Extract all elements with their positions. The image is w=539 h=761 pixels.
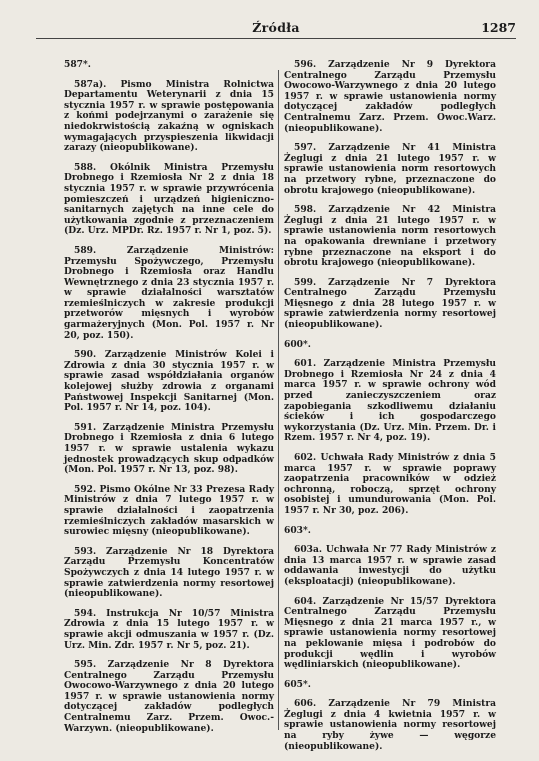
entry-number: 598. [294,204,317,216]
source-entry [284,60,496,134]
source-entry [64,423,274,476]
source-entry [284,545,496,587]
entry-number: 599. [294,276,317,288]
source-entry [284,453,496,517]
entry-text: Zarządzenie Nr 79 Ministra Żeglugi z dnia 4 kwietnia 1957 r. w sprawie ustanowienia normy resortowej na ryby żywe — węgorze (nieopublikowane). [284,698,497,752]
entry-number: 601. [294,358,317,370]
entry-text: Zarządzenie Ministrów: Przemysłu Spożywczego, Przemysłu Drobnego i Rzemiosła oraz Handlu Wewnętrznego z dnia 23 stycznia 1957 r. w sprawie działalności warsztatów rzemieślniczych w zakresie produkcji przetworów mięsnych i wyrobów garmażeryjnych (Mon. Pol. 1957 r. Nr 20, poz. 150). [64,244,275,341]
entry-text: Zarządzenie Nr 9 Dyrektora Centralnego Zarządu Przemysłu Owocowo-Warzywnego z dnia 20 lutego 1957 r. w sprawie ustanowienia normy dotyczącej zakładów podległych Centralnemu Zarz. Przem. Owoc.Warz. (nieopublikowane). [284,59,496,134]
entry-number: 587a). [74,78,107,90]
source-entry [64,547,274,600]
entry-number: 587*. [64,59,91,70]
entry-text: Pismo Ministra Rolnictwa Departamentu Weterynarii z dnia 15 stycznia 1957 r. w sprawie postępowania z końmi podejrzanymi o zarażenie się niedokrwistością zakaźną w ogniskach wymagających przyspieszenia likwidacji zarazy (nieopublikowane). [64,78,274,154]
source-entry [284,680,496,691]
entry-text: Uchwała Rady Ministrów z dnia 5 marca 1957 r. w sprawie poprawy zaopatrzenia pracowników w odzież ochronną, roboczą, sprzęt ochrony osobistej i umundurowania (Mon. Pol. 1957 r. Nr 30, poz. 206). [284,452,496,516]
source-entry [64,80,274,154]
entry-number: 593. [74,545,97,557]
entry-text: Zarządzenie Ministra Przemysłu Drobnego i Rzemiosła z dnia 6 lutego 1957 r. w sprawie ustalenia wykazu jednostek prowadzących skup odpadków (Mon. Pol. 1957 r. Nr 13, poz. 98). [64,421,274,476]
entry-text: Zarządzenie Nr 18 Dyrektora Zarządu Przemysłu Koncentratów Spożywczych z dnia 14 lutego 1957 r. w sprawie zatwierdzenia normy resortowej (nieopublikowane). [64,545,274,600]
entry-number: 590. [74,349,97,361]
entry-number: 600*. [284,338,311,350]
entry-number: 589. [74,244,97,256]
source-entry [64,163,274,237]
entry-text: Zarządzenie Ministrów Kolei i Zdrowia z dnia 30 stycznia 1957 r. w sprawie zasad współdziałania organów kolejowej służby zdrowia z organami Państwowej Inspekcji Sanitarnej (Mon. Pol. 1957 r. Nr 14, poz. 104). [64,349,274,414]
entry-text: Zarządzenie Nr 42 Ministra Żeglugi z dnia 21 lutego 1957 r. w sprawie ustanowienia norm resortowych na opakowania drewniane i przetwory rybne przeznaczone na eksport i do obrotu krajowego (nieopublikowane). [284,204,497,269]
page-number: 1287 [481,20,516,35]
source-entry [64,609,274,651]
entry-number: 597. [294,142,317,154]
source-entry [64,350,274,414]
source-entry [284,340,496,351]
right-column [284,60,496,761]
source-entry [284,143,496,196]
entry-number: 606. [294,698,317,710]
entry-text: Zarządzenie Nr 15/57 Dyrektora Centralnego Zarządu Przemysłu Mięsnego z dnia 21 marca 1957 r., w sprawie ustanowienia normy resortowej na peklowanie mięsa i podrobów do produkcji wędlin i wyrobów wędliniarskich (nieopublikowane). [284,595,496,671]
entry-number: 605*. [284,678,311,690]
entry-text: Zarządzenie Ministra Przemysłu Drobnego i Rzemiosła Nr 24 z dnia 4 marca 1957 r. w sprawie ochrony wód przed zanieczyszczeniem oraz zapobiegania szkodliwemu działaniu ścieków i ich gospodarczego wykorzystania (Dz. Urz. Min. Przem. Dr. i Rzem. 1957 r. Nr 4, poz. 19). [284,358,496,444]
page-title: Źródła [252,20,300,35]
entry-number: 602. [294,452,317,463]
column-divider [278,70,279,730]
entry-text: Instrukcja Nr 10/57 Ministra Zdrowia z dnia 15 lutego 1957 r. w sprawie akcji odmuszania w 1957 r. (Dz. Urz. Min. Zdr. 1957 r. Nr 5, poz. 21). [64,607,274,651]
source-entry [284,526,496,537]
source-entry [284,359,496,444]
entry-text: Zarządzenie Nr 8 Dyrektora Centralnego Zarządu Przemysłu Owocowo-Warzywnego z dnia 20 lutego 1957 r. w sprawie ustanowienia normy dotyczącej zakładów podległych Centralnemu Zarz. Przem. Owoc.-Warzywn. (nieopublikowane). [64,659,274,734]
entry-number: 603*. [284,524,311,536]
page-header [36,8,516,39]
source-entry [284,699,496,752]
entry-number: 591. [74,421,97,433]
source-entry [64,60,274,71]
source-entry [64,660,274,734]
entry-number: 603a. [294,544,323,556]
entry-number: 588. [74,161,97,173]
entry-number: 595. [74,659,97,671]
entry-number: 596. [294,59,317,70]
source-entry [64,485,274,538]
entry-text: Uchwała Nr 77 Rady Ministrów z dnia 13 marca 1957 r. w sprawie zasad oddawania inwestycji do użytku (eksploatacji) (nieopublikowane). [284,544,496,587]
entry-text: Okólnik Ministra Przemysłu Drobnego i Rzemiosła Nr 2 z dnia 18 stycznia 1957 r. w sprawie przywrócenia pomieszczeń i urządzeń higieniczno-sanitarnych zajętych na inne cele do użytkowania zgodnie z przeznaczeniem (Dz. Urz. MPDr. Rz. 1957 r. Nr 1, poz. 5). [64,161,274,237]
entry-number: 604. [294,595,317,607]
entry-text: Pismo Okólne Nr 33 Prezesa Rady Ministrów z dnia 7 lutego 1957 r. w sprawie działalności i zaopatrzenia rzemieślniczych zakładów masarskich w surowiec mięsny (nieopublikowane). [64,483,274,538]
source-entry [64,246,274,341]
source-entry [284,597,496,671]
entry-text: Zarządzenie Nr 7 Dyrektora Centralnego Zarządu Przemysłu Mięsnego z dnia 28 lutego 1957 r. w sprawie zatwierdzenia normy resortowej (nieopublikowane). [284,276,496,331]
entry-text: Zarządzenie Nr 41 Ministra Żeglugi z dnia 21 lutego 1957 r. w sprawie ustanowienia norm resortowych na przetwory rybne, przeznaczone do obrotu krajowego (nieopublikowane). [284,142,497,196]
source-entry [284,205,496,269]
left-column [64,60,274,743]
source-entry [284,278,496,331]
entry-number: 592. [74,483,97,495]
entry-number: 594. [74,607,97,619]
